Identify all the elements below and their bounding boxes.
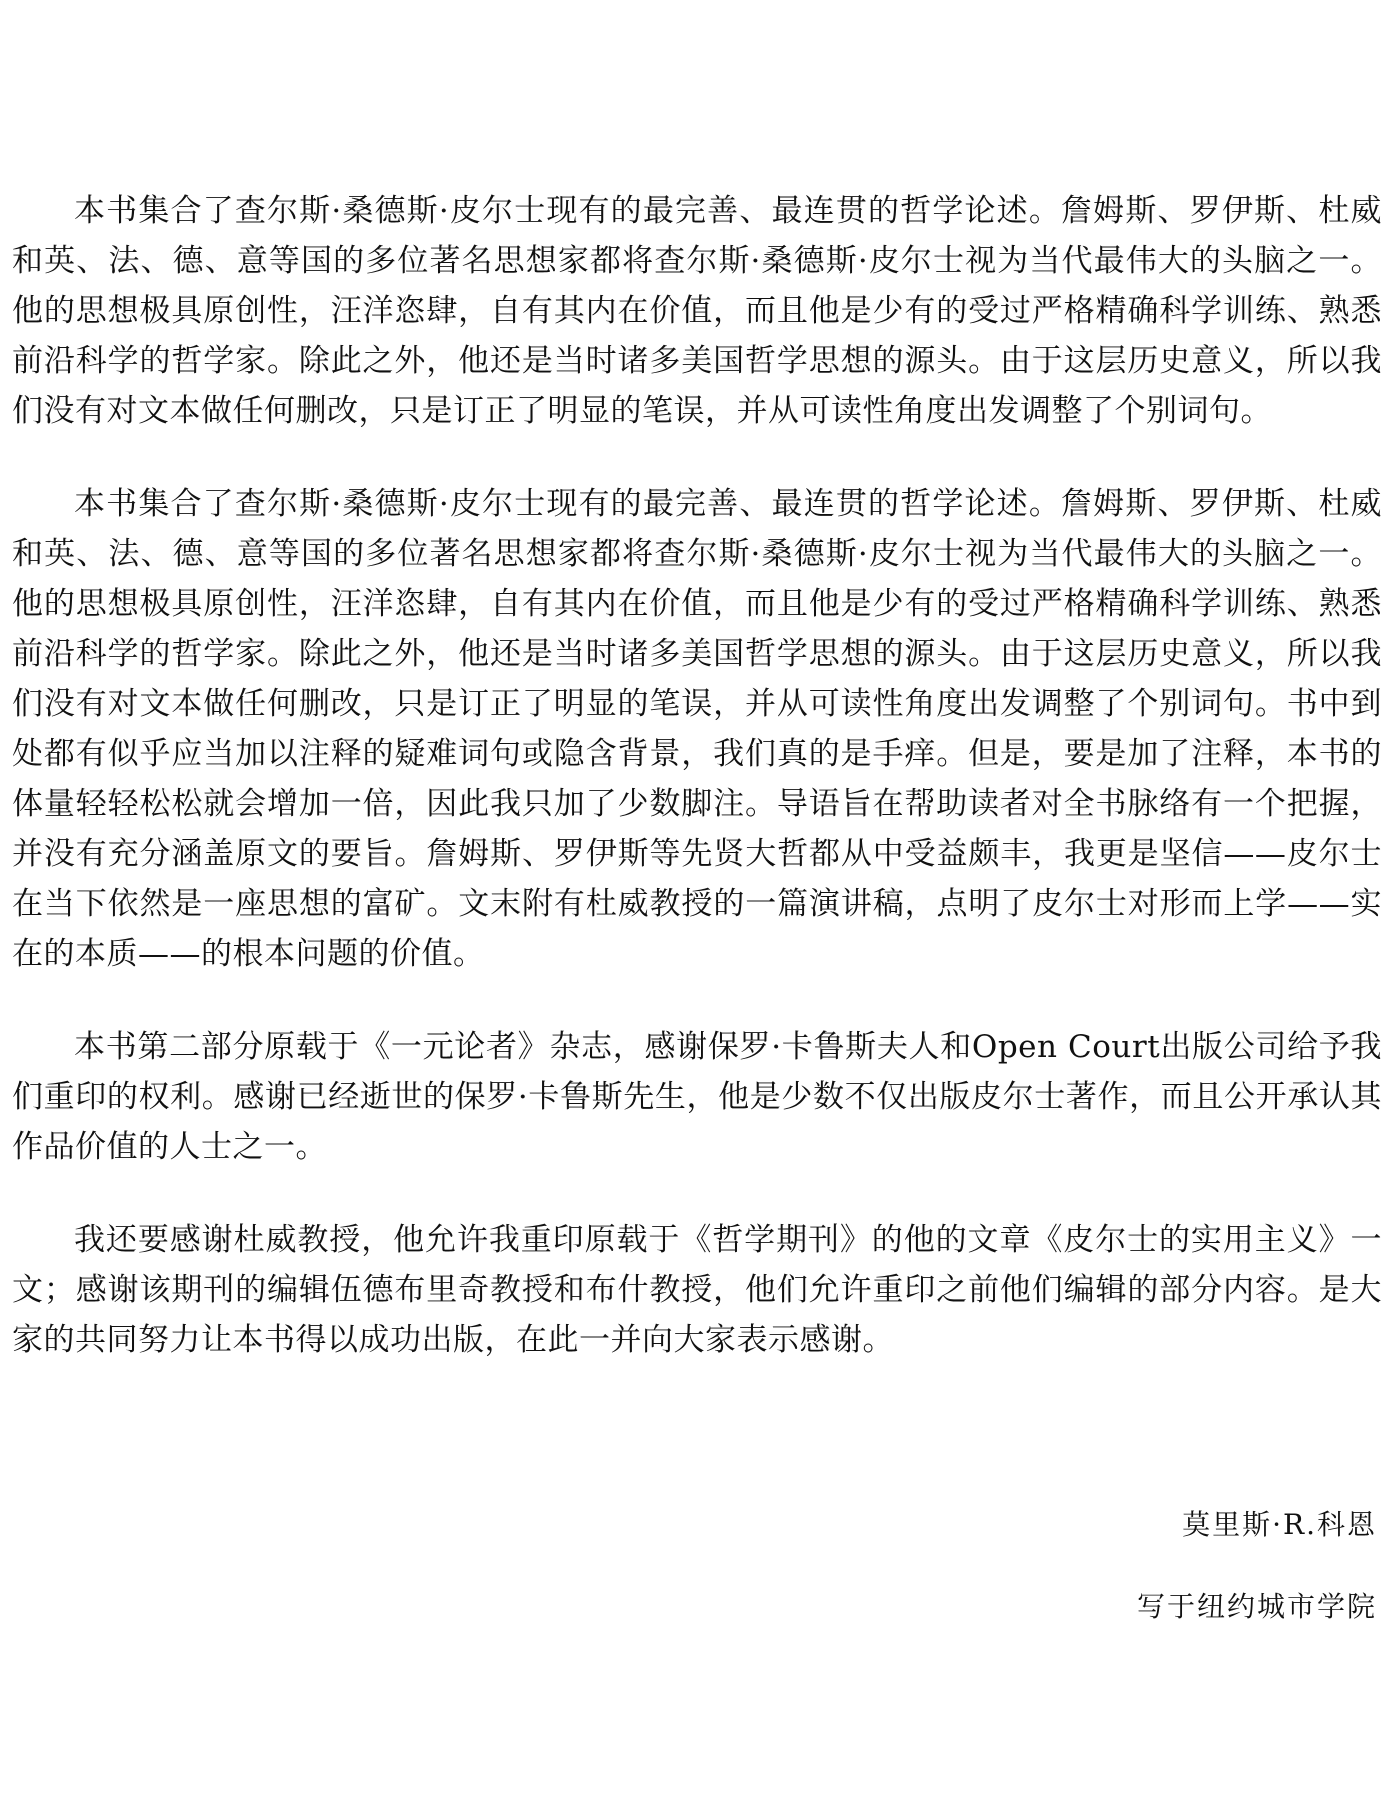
author-signature: 莫里斯·R.科恩 xyxy=(1182,1508,1377,1541)
paragraph-3: 本书第二部分原载于《一元论者》杂志，感谢保罗·卡鲁斯夫人和Open Court出版公司给予我们重印的权利。感谢已经逝世的保罗·卡鲁斯先生，他是少数不仅出版皮尔士著作，而且公开承认其作品价值的人士之一。 xyxy=(12,1029,1382,1165)
paragraph-1: 本书集合了查尔斯·桑德斯·皮尔士现有的最完善、最连贯的哲学论述。詹姆斯、罗伊斯、杜威和英、法、德、意等国的多位著名思想家都将查尔斯·桑德斯·皮尔士视为当代最伟大的头脑之一。他的思想极具原创性，汪洋恣肆，自有其内在价值，而且他是少有的受过严格精确科学训练、熟悉前沿科学的哲学家。除此之外，他还是当时诸多美国哲学思想的源头。由于这层历史意义，所以我们没有对文本做任何删改，只是订正了明显的笔误，并从可读性角度出发调整了个别词句。 xyxy=(12,193,1382,429)
signature-place: 写于纽约城市学院 xyxy=(1136,1590,1377,1623)
paragraph-2: 本书集合了查尔斯·桑德斯·皮尔士现有的最完善、最连贯的哲学论述。詹姆斯、罗伊斯、杜威和英、法、德、意等国的多位著名思想家都将查尔斯·桑德斯·皮尔士视为当代最伟大的头脑之一。他的思想极具原创性，汪洋恣肆，自有其内在价值，而且他是少有的受过严格精确科学训练、熟悉前沿科学的哲学家。除此之外，他还是当时诸多美国哲学思想的源头。由于这层历史意义，所以我们没有对文本做任何删改，只是订正了明显的笔误，并从可读性角度出发调整了个别词句。书中到处都有似乎应当加以注释的疑难词句或隐含背景，我们真的是手痒。但是，要是加了注释，本书的体量轻轻松松就会增加一倍，因此我只加了少数脚注。导语旨在帮助读者对全书脉络有一个把握，并没有充分涵盖原文的要旨。詹姆斯、罗伊斯等先贤大哲都从中受益颇丰，我更是坚信——皮尔士在当下依然是一座思想的富矿。文末附有杜威教授的一篇演讲稿，点明了皮尔士对形而上学——实在的本质——的根本问题的价值。 xyxy=(12,486,1382,972)
paragraph-4: 我还要感谢杜威教授，他允许我重印原载于《哲学期刊》的他的文章《皮尔士的实用主义》一文；感谢该期刊的编辑伍德布里奇教授和布什教授，他们允许重印之前他们编辑的部分内容。是大家的共同努力让本书得以成功出版，在此一并向大家表示感谢。 xyxy=(12,1222,1382,1358)
preface-body xyxy=(12,186,1382,1408)
